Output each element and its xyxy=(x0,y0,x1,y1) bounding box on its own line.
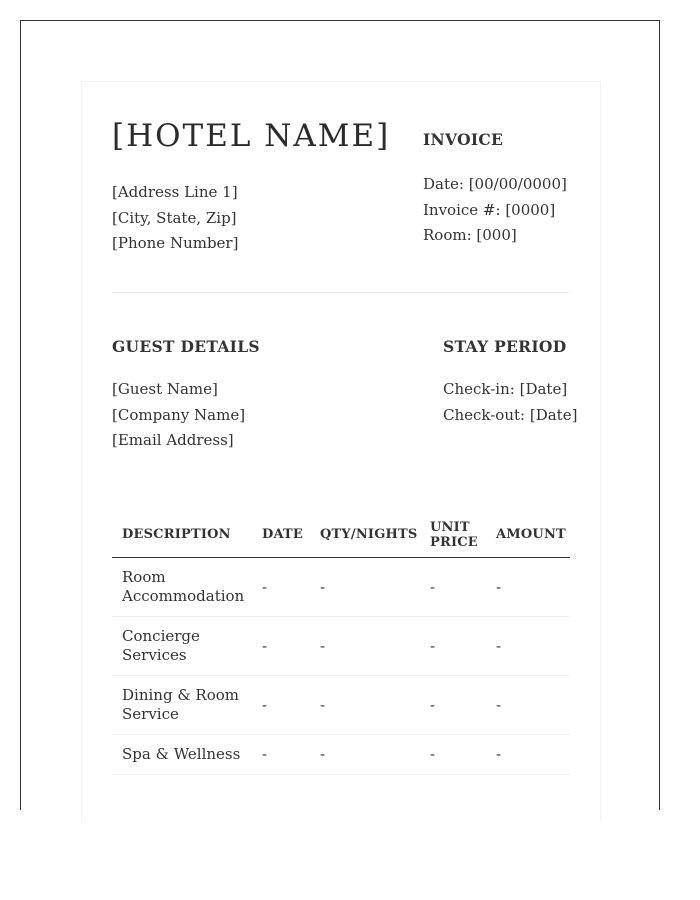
header-amount: AMOUNT xyxy=(496,512,570,558)
row-amount: - xyxy=(496,676,570,735)
header-unit-price xyxy=(430,512,496,558)
row-qty: - xyxy=(320,735,430,775)
row-description xyxy=(112,558,262,617)
address-line: [Address Line 1] xyxy=(112,183,238,201)
row-unit-price: - xyxy=(430,735,496,775)
invoice-heading: INVOICE xyxy=(423,130,504,149)
stay-period xyxy=(443,377,577,428)
description-line1: Room xyxy=(122,568,166,586)
description-line2: Accommodation xyxy=(122,587,245,605)
table-row xyxy=(112,558,570,617)
row-amount: - xyxy=(496,735,570,775)
hotel-address xyxy=(112,180,238,257)
row-unit-price: - xyxy=(430,617,496,676)
row-description xyxy=(112,735,262,775)
invoice-room: Room: [000] xyxy=(423,226,517,244)
row-description xyxy=(112,676,262,735)
header-divider xyxy=(112,292,570,293)
row-date: - xyxy=(262,558,320,617)
table-row xyxy=(112,735,570,775)
row-date: - xyxy=(262,676,320,735)
row-description xyxy=(112,617,262,676)
city-state-zip: [City, State, Zip] xyxy=(112,208,237,227)
header-unit-price-line1: UNIT xyxy=(430,519,470,535)
description-line1: Spa & Wellness xyxy=(122,745,241,763)
header-description: DESCRIPTION xyxy=(112,512,262,558)
row-date: - xyxy=(262,617,320,676)
description-line2: Services xyxy=(122,646,187,664)
email-address: [Email Address] xyxy=(112,431,234,449)
check-in: Check-in: [Date] xyxy=(443,380,568,398)
row-date: - xyxy=(262,735,320,775)
row-qty: - xyxy=(320,617,430,676)
row-qty: - xyxy=(320,558,430,617)
invoice-date: Date: [00/00/0000] xyxy=(423,175,567,193)
description-line1: Dining & Room xyxy=(122,686,240,704)
header-unit-price-line2: PRICE xyxy=(430,534,478,550)
description-line1: Concierge xyxy=(122,627,200,645)
guest-name: [Guest Name] xyxy=(112,380,218,398)
header-date: DATE xyxy=(262,512,320,558)
table-row xyxy=(112,617,570,676)
line-items-table xyxy=(112,512,570,775)
hotel-name: [HOTEL NAME] xyxy=(112,118,391,154)
table-row xyxy=(112,676,570,735)
guest-details xyxy=(112,377,245,454)
phone-number: [Phone Number] xyxy=(112,234,239,252)
row-amount: - xyxy=(496,558,570,617)
table-header-row xyxy=(112,512,570,558)
stay-period-heading: STAY PERIOD xyxy=(443,337,567,356)
invoice-number: Invoice #: [0000] xyxy=(423,200,556,219)
description-line2: Service xyxy=(122,705,179,723)
row-unit-price: - xyxy=(430,558,496,617)
row-amount: - xyxy=(496,617,570,676)
company-name: [Company Name] xyxy=(112,405,246,424)
check-out: Check-out: [Date] xyxy=(443,405,578,424)
guest-details-heading: GUEST DETAILS xyxy=(112,337,260,356)
invoice-meta xyxy=(423,172,567,249)
row-unit-price: - xyxy=(430,676,496,735)
header-qty-nights: QTY/NIGHTS xyxy=(320,512,430,558)
row-qty: - xyxy=(320,676,430,735)
